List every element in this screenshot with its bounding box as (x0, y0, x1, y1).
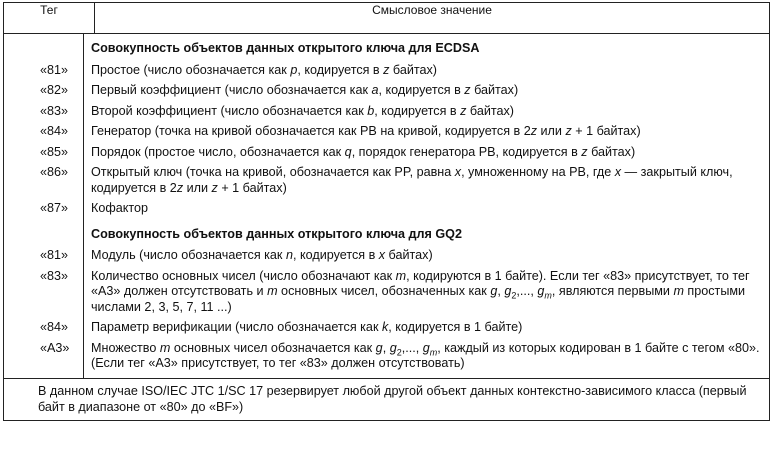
meaning-text: Простое (число обозначается как p, кодируется в z байтах) (91, 62, 438, 77)
tag-value: «81» (4, 246, 84, 267)
table-row (4, 81, 769, 102)
table-row (4, 122, 769, 143)
meaning-text: Первый коэффициент (число обозначается как a, кодируется в z байтах) (91, 83, 519, 97)
tag-value: «А3» (4, 339, 84, 375)
table-row (4, 61, 769, 82)
table-body (4, 34, 770, 379)
tag-value: «84» (4, 318, 84, 339)
tag-cell (4, 34, 84, 61)
table-row (4, 199, 769, 220)
section-title-row (4, 34, 769, 61)
header-tag: Тег (4, 3, 95, 34)
tag-cell (4, 220, 84, 247)
meaning-text: Второй коэффициент (число обозначается как b, кодируется в z байтах) (91, 103, 514, 118)
meaning-text: Генератор (точка на кривой обозначается как PB на кривой, кодируется в 2z или z + 1 байтах) (91, 124, 641, 138)
table-row (4, 102, 769, 123)
header-meaning: Смысловое значение (95, 3, 770, 34)
table-row (4, 318, 769, 339)
tag-value: «84» (4, 122, 84, 143)
meaning-text: Модуль (число обозначается как n, кодируется в x байтах) (91, 248, 433, 262)
meaning-text: Порядок (простое число, обозначается как q, порядок генератора PB, кодируется в z байтах) (91, 144, 636, 159)
table-footer (4, 378, 770, 420)
tag-value: «85» (4, 143, 84, 164)
document-page (3, 2, 769, 449)
table-footer-row (4, 378, 770, 420)
table-row (4, 163, 769, 199)
meaning-text: Количество основных чисел (число обозначают как m, кодируются в 1 байте). Если тег «83» присутствует, то тег «А3» должен отсутствовать и m основных чисел, обозначенных как g, $g_2$,..., $g_m$, являются первыми m простыми числами 2, 3, 5, 7, 11 ...) (91, 268, 750, 314)
section-title-row (4, 220, 769, 247)
table-row (4, 246, 769, 267)
table-row (4, 143, 769, 164)
tag-value: «87» (4, 199, 84, 220)
meaning-text: Параметр верификации (число обозначается как k, кодируется в 1 байте) (91, 320, 523, 334)
table-header-row (4, 3, 770, 34)
section-title: Совокупность объектов данных открытого ключа для GQ2 (91, 226, 462, 241)
tag-value: «83» (4, 267, 84, 319)
table-body-row (4, 34, 770, 379)
tag-meaning-table (3, 2, 770, 421)
footer-note: В данном случае ISO/IEC JTC 1/SC 17 резервирует любой другой объект данных контекстно-зависимого класса (первый байт в диапазоне от «80» до «BF») (38, 383, 747, 414)
tag-cell (4, 375, 84, 378)
table-row (4, 267, 769, 319)
tag-value: «83» (4, 102, 84, 123)
meaning-text: Открытый ключ (точка на кривой, обозначается как PP, равна x, умноженному на PB, где x — закрытый ключ, кодируется в 2z или z + 1 байтах) (91, 165, 733, 195)
table-row (4, 339, 769, 375)
row-list (4, 34, 769, 378)
meaning-text: Множество m основных чисел обозначается как g, $g_2$,..., $g_m$, каждый из которых кодирован в 1 байте с тегом «80». (Если тег «А3» присутствует, то тег «83» должен отсутствовать) (91, 340, 760, 370)
tag-value: «86» (4, 163, 84, 199)
meaning-text: Кофактор (91, 201, 148, 215)
section-title: Совокупность объектов данных открытого ключа для ECDSA (91, 41, 480, 55)
tag-value: «82» (4, 81, 84, 102)
tag-value: «81» (4, 61, 84, 82)
